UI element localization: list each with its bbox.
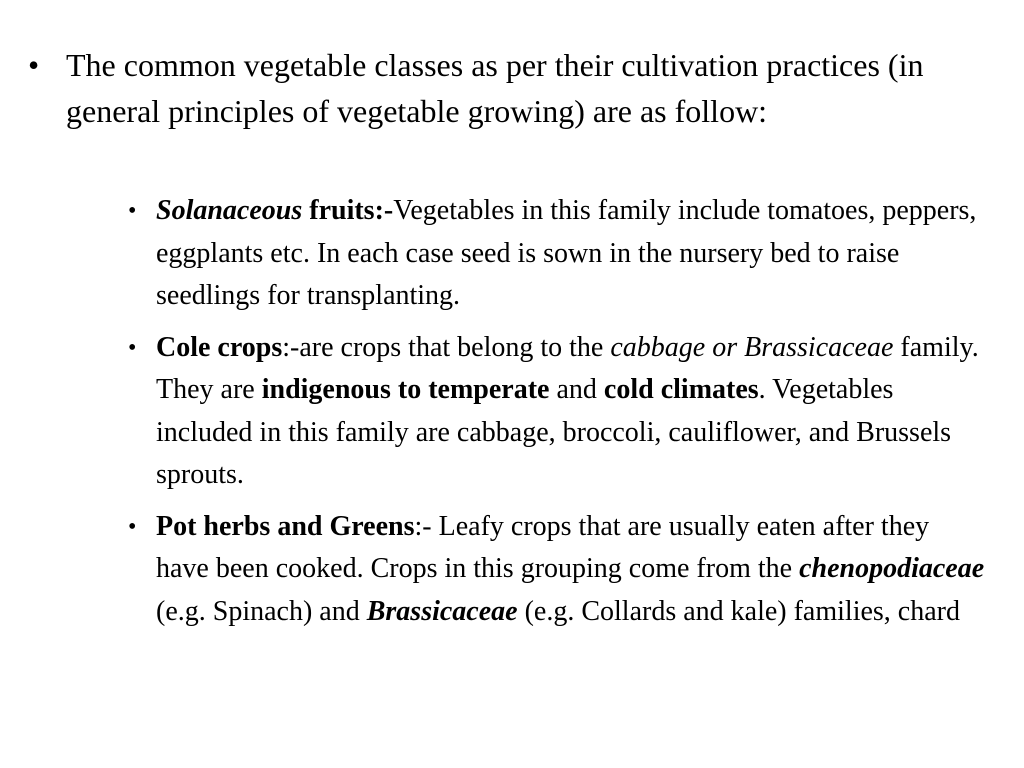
text-run: Cole crops — [156, 331, 283, 363]
text-run: Brassicaceae — [366, 595, 518, 627]
text-run: and — [549, 374, 604, 405]
text-run: Solanaceous — [156, 195, 303, 226]
text-run: fruits:- — [309, 195, 394, 226]
bullet-icon: • — [128, 513, 137, 540]
text-run: chenopodiaceae — [799, 553, 985, 584]
text-run: (e.g. Collards and kale) families, chard — [517, 595, 960, 627]
text-run: cabbage or Brassicaceae — [610, 331, 894, 363]
sub-bullet-item — [128, 327, 988, 497]
bullet-icon: • — [28, 47, 40, 83]
sub-bullet-item — [128, 506, 988, 634]
sub-bullet-text — [156, 332, 979, 491]
text-run: indigenous to temperate — [261, 374, 550, 405]
text-run: cold climates — [603, 374, 759, 405]
sub-bullet-list — [128, 190, 988, 642]
text-run: Pot herbs and Greens — [156, 510, 415, 542]
text-run: (e.g. Spinach) and — [156, 595, 367, 627]
bullet-icon: • — [128, 198, 137, 224]
bullet-icon: • — [128, 334, 137, 361]
text-run: :- Leafy crops that are usually eaten after they have been cooked. Crops in this grouping come from the — [156, 510, 930, 584]
text-run: family. They are — [156, 331, 979, 405]
text-run: :-are crops that belong to the — [282, 331, 611, 363]
sub-bullet-item — [128, 190, 988, 318]
text-run: . Vegetables included in this family are cabbage, broccoli, cauliflower, and Brussels sprouts. — [156, 374, 952, 490]
text-run: Vegetables in this family include tomatoes, peppers, eggplants etc. In each case seed is sown in the nursery bed to raise seedlings for transplanting. — [156, 195, 977, 311]
main-bullet-text: The common vegetable classes as per their cultivation practices (in general principles of vegetable growing) are as follow: — [66, 47, 924, 129]
sub-bullet-text — [156, 195, 976, 311]
sub-bullet-text — [156, 511, 984, 627]
